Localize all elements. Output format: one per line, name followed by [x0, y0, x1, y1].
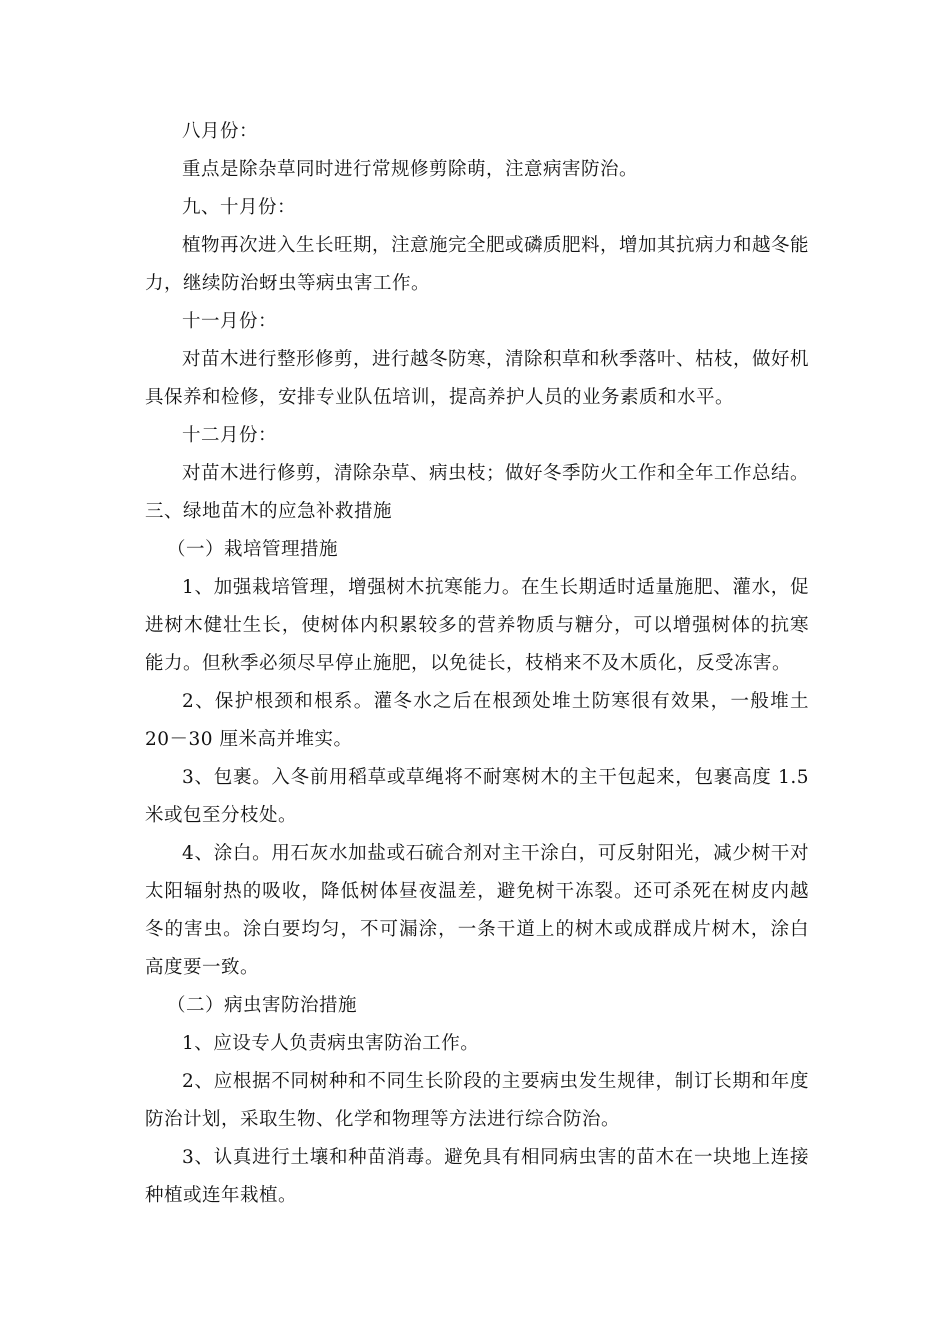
section-heading-emergency-measures: 三、绿地苗木的应急补救措施: [145, 501, 393, 522]
paragraph-pest-3: 3、认真进行土壤和种苗消毒。避免具有相同病虫害的苗木在一块地上连接种植或连年栽植。: [145, 1147, 809, 1206]
paragraph-cultivation-2: 2、保护根颈和根系。灌冬水之后在根颈处堆土防寒很有效果，一般堆土 20－30 厘米高并堆实。: [145, 691, 809, 750]
heading-december: 十二月份：: [182, 425, 278, 446]
heading-september-october: 九、十月份：: [182, 197, 297, 218]
heading-november: 十一月份：: [182, 311, 278, 332]
paragraph-august: 重点是除杂草同时进行常规修剪除萌，注意病害防治。: [182, 159, 639, 180]
document-body: [145, 113, 809, 1215]
paragraph-pest-1: 1、应设专人负责病虫害防治工作。: [182, 1033, 480, 1054]
paragraph-cultivation-4: 4、涂白。用石灰水加盐或石硫合剂对主干涂白，可反射阳光，减少树干对太阳辐射热的吸收，降低树体昼夜温差，避免树干冻裂。还可杀死在树皮内越冬的害虫。涂白要均匀，不可漏涂，一条干道上的树木或成群成片树木，涂白高度要一致。: [145, 843, 809, 978]
subsection-heading-pest-control: （二）病虫害防治措施: [167, 995, 358, 1016]
paragraph-pest-2: 2、应根据不同树种和不同生长阶段的主要病虫发生规律，制订长期和年度防治计划，采取生物、化学和物理等方法进行综合防治。: [145, 1071, 809, 1130]
paragraph-december: 对苗木进行修剪，清除杂草、病虫枝；做好冬季防火工作和全年工作总结。: [182, 463, 810, 484]
paragraph-cultivation-1: 1、加强栽培管理，增强树木抗寒能力。在生长期适时适量施肥、灌水，促进树木健壮生长，使树体内积累较多的营养物质与糖分，可以增强树体的抗寒能力。但秋季必须尽早停止施肥，以免徒长，枝梢来不及木质化，反受冻害。: [145, 577, 809, 674]
paragraph-september-october: 植物再次进入生长旺期，注意施完全肥或磷质肥料，增加其抗病力和越冬能力，继续防治蚜虫等病虫害工作。: [145, 235, 810, 294]
heading-august: 八月份：: [182, 121, 259, 142]
paragraph-cultivation-3: 3、包裹。入冬前用稻草或草绳将不耐寒树木的主干包起来，包裹高度 1.5 米或包至分枝处。: [145, 767, 809, 826]
subsection-heading-cultivation: （一）栽培管理措施: [167, 539, 339, 560]
paragraph-november: 对苗木进行整形修剪，进行越冬防寒，清除积草和秋季落叶、枯枝，做好机具保养和检修，安排专业队伍培训，提高养护人员的业务素质和水平。: [145, 349, 810, 408]
